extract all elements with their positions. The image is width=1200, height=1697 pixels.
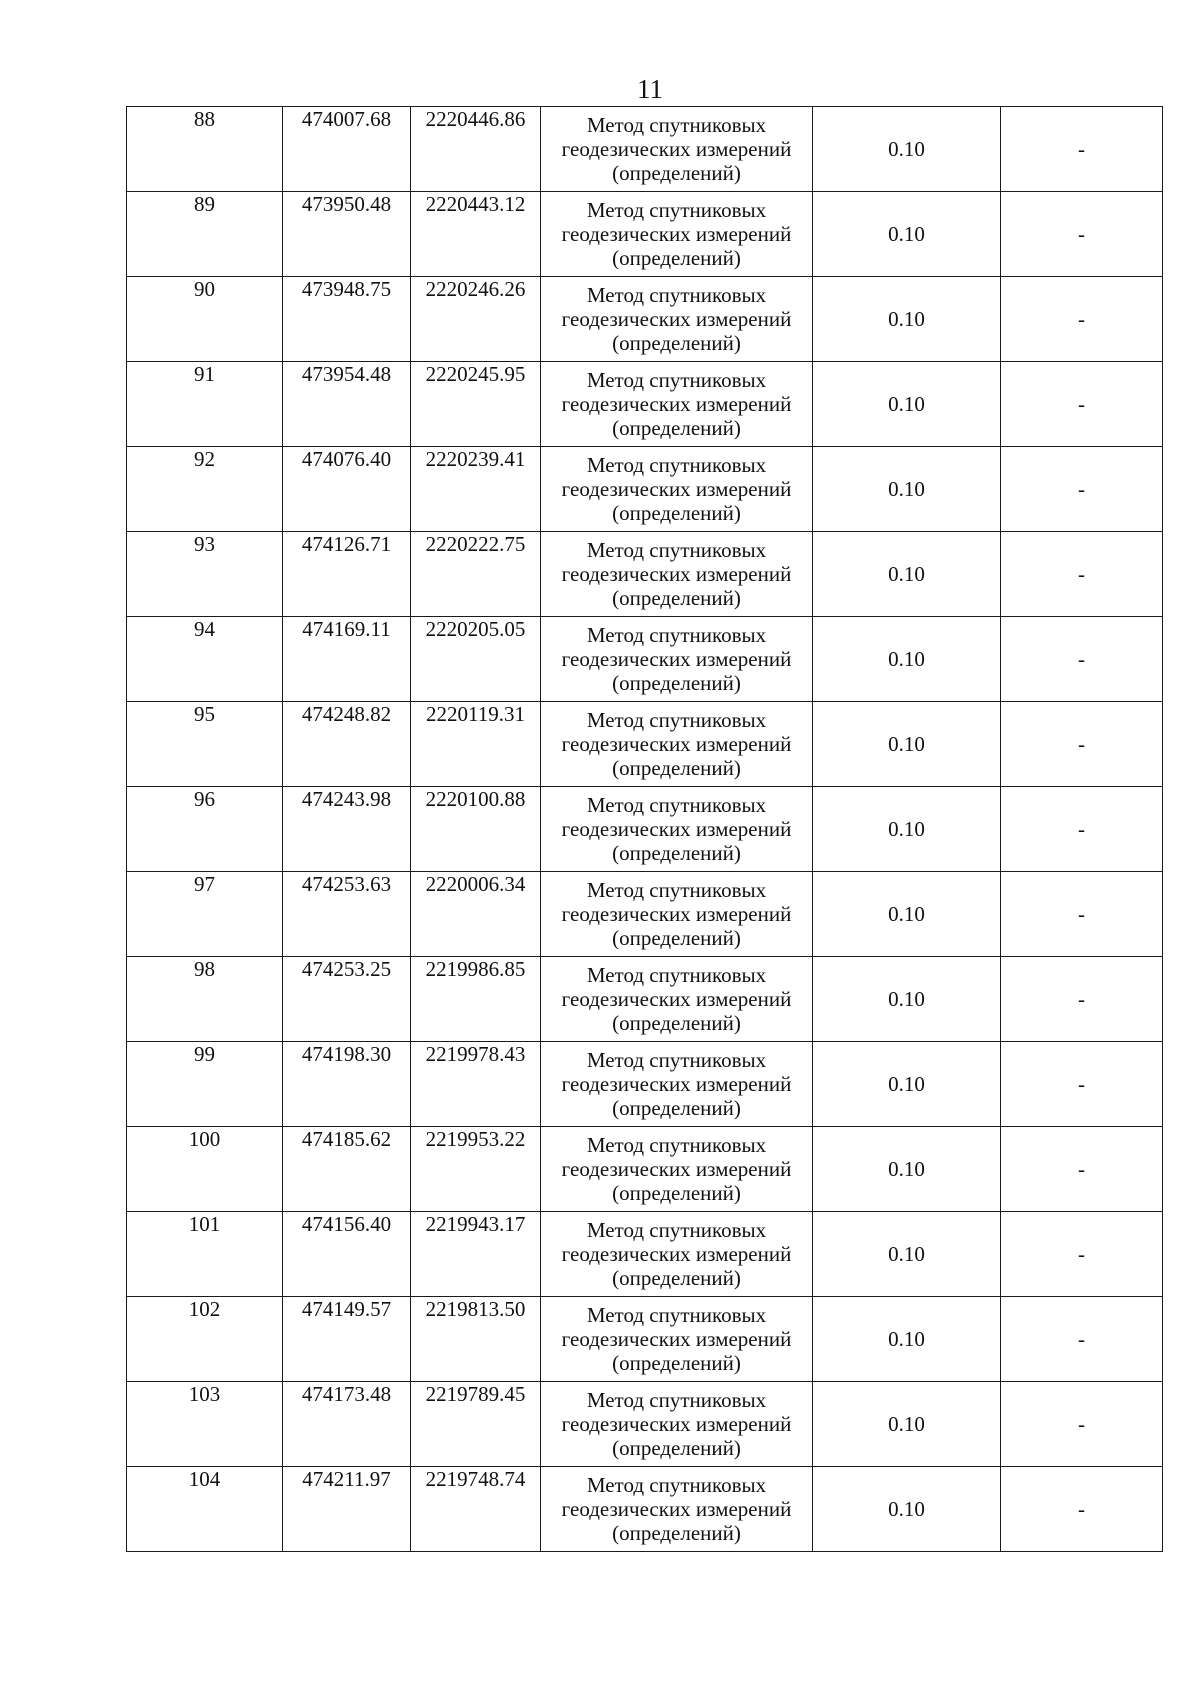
x-coordinate-cell: 474253.25 xyxy=(283,957,411,1042)
note-cell: - xyxy=(1001,192,1163,277)
y-coordinate-cell: 2219813.50 xyxy=(411,1297,541,1382)
accuracy-cell: 0.10 xyxy=(813,957,1001,1042)
note-cell: - xyxy=(1001,277,1163,362)
method-text-line: (определений) xyxy=(612,1181,741,1205)
method-text-line: Метод спутниковых xyxy=(586,1473,767,1497)
method-cell xyxy=(541,277,813,362)
table-row xyxy=(127,362,1163,447)
method-text-line: (определений) xyxy=(612,1351,741,1375)
method-text-line: Метод спутниковых xyxy=(586,963,767,987)
y-coordinate-cell: 2219789.45 xyxy=(411,1382,541,1467)
y-coordinate-cell: 2219986.85 xyxy=(411,957,541,1042)
x-coordinate-cell: 474149.57 xyxy=(283,1297,411,1382)
note-cell: - xyxy=(1001,1042,1163,1127)
table-row xyxy=(127,1212,1163,1297)
accuracy-cell: 0.10 xyxy=(813,872,1001,957)
point-number-cell: 104 xyxy=(127,1467,283,1552)
method-cell xyxy=(541,702,813,787)
method-cell xyxy=(541,1042,813,1127)
y-coordinate-cell: 2219748.74 xyxy=(411,1467,541,1552)
method-text-line: геодезических измерений xyxy=(561,1497,792,1521)
y-coordinate-cell: 2220119.31 xyxy=(411,702,541,787)
table-row xyxy=(127,1042,1163,1127)
table-row xyxy=(127,447,1163,532)
table-row xyxy=(127,702,1163,787)
accuracy-cell: 0.10 xyxy=(813,107,1001,192)
y-coordinate-cell: 2220100.88 xyxy=(411,787,541,872)
method-text-line: (определений) xyxy=(612,1521,741,1545)
point-number-cell: 98 xyxy=(127,957,283,1042)
method-text-line: геодезических измерений xyxy=(561,987,792,1011)
y-coordinate-cell: 2220222.75 xyxy=(411,532,541,617)
method-text-line: геодезических измерений xyxy=(561,477,792,501)
method-text-line: геодезических измерений xyxy=(561,647,792,671)
accuracy-cell: 0.10 xyxy=(813,362,1001,447)
accuracy-cell: 0.10 xyxy=(813,277,1001,362)
table-row xyxy=(127,1467,1163,1552)
y-coordinate-cell: 2220443.12 xyxy=(411,192,541,277)
method-text-line: (определений) xyxy=(612,246,741,270)
method-cell xyxy=(541,957,813,1042)
point-number-cell: 97 xyxy=(127,872,283,957)
table-row xyxy=(127,277,1163,362)
method-cell xyxy=(541,1297,813,1382)
x-coordinate-cell: 474126.71 xyxy=(283,532,411,617)
method-text-line: геодезических измерений xyxy=(561,732,792,756)
method-cell xyxy=(541,617,813,702)
method-text-line: Метод спутниковых xyxy=(586,1303,767,1327)
y-coordinate-cell: 2220205.05 xyxy=(411,617,541,702)
coordinates-table-container xyxy=(126,106,1162,1552)
method-text-line: Метод спутниковых xyxy=(586,623,767,647)
table-row xyxy=(127,1127,1163,1212)
point-number-cell: 100 xyxy=(127,1127,283,1212)
method-text-line: Метод спутниковых xyxy=(586,708,767,732)
y-coordinate-cell: 2220239.41 xyxy=(411,447,541,532)
accuracy-cell: 0.10 xyxy=(813,1467,1001,1552)
point-number-cell: 94 xyxy=(127,617,283,702)
method-cell xyxy=(541,107,813,192)
method-text-line: Метод спутниковых xyxy=(586,1388,767,1412)
accuracy-cell: 0.10 xyxy=(813,1042,1001,1127)
point-number-cell: 95 xyxy=(127,702,283,787)
table-row xyxy=(127,192,1163,277)
note-cell: - xyxy=(1001,872,1163,957)
point-number-cell: 90 xyxy=(127,277,283,362)
method-text-line: Метод спутниковых xyxy=(586,368,767,392)
note-cell: - xyxy=(1001,107,1163,192)
x-coordinate-cell: 473950.48 xyxy=(283,192,411,277)
table-row xyxy=(127,107,1163,192)
accuracy-cell: 0.10 xyxy=(813,192,1001,277)
method-text-line: (определений) xyxy=(612,501,741,525)
point-number-cell: 96 xyxy=(127,787,283,872)
method-text-line: геодезических измерений xyxy=(561,1412,792,1436)
coordinates-table xyxy=(126,106,1163,1552)
y-coordinate-cell: 2219978.43 xyxy=(411,1042,541,1127)
method-text-line: геодезических измерений xyxy=(561,1327,792,1351)
table-row xyxy=(127,617,1163,702)
y-coordinate-cell: 2219943.17 xyxy=(411,1212,541,1297)
point-number-cell: 93 xyxy=(127,532,283,617)
method-text-line: (определений) xyxy=(612,1011,741,1035)
x-coordinate-cell: 474173.48 xyxy=(283,1382,411,1467)
point-number-cell: 89 xyxy=(127,192,283,277)
method-text-line: (определений) xyxy=(612,1096,741,1120)
point-number-cell: 99 xyxy=(127,1042,283,1127)
y-coordinate-cell: 2220006.34 xyxy=(411,872,541,957)
note-cell: - xyxy=(1001,787,1163,872)
method-text-line: (определений) xyxy=(612,331,741,355)
method-cell xyxy=(541,362,813,447)
method-text-line: геодезических измерений xyxy=(561,1157,792,1181)
accuracy-cell: 0.10 xyxy=(813,1127,1001,1212)
method-cell xyxy=(541,872,813,957)
accuracy-cell: 0.10 xyxy=(813,447,1001,532)
x-coordinate-cell: 473948.75 xyxy=(283,277,411,362)
method-text-line: (определений) xyxy=(612,841,741,865)
table-row xyxy=(127,532,1163,617)
note-cell: - xyxy=(1001,957,1163,1042)
x-coordinate-cell: 474007.68 xyxy=(283,107,411,192)
note-cell: - xyxy=(1001,702,1163,787)
method-text-line: (определений) xyxy=(612,1266,741,1290)
method-text-line: геодезических измерений xyxy=(561,392,792,416)
y-coordinate-cell: 2220245.95 xyxy=(411,362,541,447)
table-row xyxy=(127,1382,1163,1467)
x-coordinate-cell: 474198.30 xyxy=(283,1042,411,1127)
y-coordinate-cell: 2219953.22 xyxy=(411,1127,541,1212)
x-coordinate-cell: 474243.98 xyxy=(283,787,411,872)
method-text-line: Метод спутниковых xyxy=(586,453,767,477)
point-number-cell: 102 xyxy=(127,1297,283,1382)
table-row xyxy=(127,1297,1163,1382)
table-body xyxy=(127,107,1163,1552)
accuracy-cell: 0.10 xyxy=(813,617,1001,702)
accuracy-cell: 0.10 xyxy=(813,532,1001,617)
x-coordinate-cell: 474156.40 xyxy=(283,1212,411,1297)
x-coordinate-cell: 473954.48 xyxy=(283,362,411,447)
table-row xyxy=(127,957,1163,1042)
method-text-line: геодезических измерений xyxy=(561,817,792,841)
y-coordinate-cell: 2220446.86 xyxy=(411,107,541,192)
x-coordinate-cell: 474253.63 xyxy=(283,872,411,957)
method-cell xyxy=(541,1467,813,1552)
y-coordinate-cell: 2220246.26 xyxy=(411,277,541,362)
method-text-line: (определений) xyxy=(612,756,741,780)
method-text-line: геодезических измерений xyxy=(561,562,792,586)
point-number-cell: 88 xyxy=(127,107,283,192)
method-cell xyxy=(541,532,813,617)
method-cell xyxy=(541,787,813,872)
note-cell: - xyxy=(1001,362,1163,447)
method-text-line: Метод спутниковых xyxy=(586,793,767,817)
method-text-line: (определений) xyxy=(612,671,741,695)
method-cell xyxy=(541,192,813,277)
method-text-line: Метод спутниковых xyxy=(586,1048,767,1072)
accuracy-cell: 0.10 xyxy=(813,1212,1001,1297)
x-coordinate-cell: 474169.11 xyxy=(283,617,411,702)
accuracy-cell: 0.10 xyxy=(813,787,1001,872)
method-text-line: Метод спутниковых xyxy=(586,1218,767,1242)
accuracy-cell: 0.10 xyxy=(813,1382,1001,1467)
method-text-line: геодезических измерений xyxy=(561,1242,792,1266)
method-cell xyxy=(541,1212,813,1297)
note-cell: - xyxy=(1001,1212,1163,1297)
method-text-line: Метод спутниковых xyxy=(586,198,767,222)
x-coordinate-cell: 474185.62 xyxy=(283,1127,411,1212)
note-cell: - xyxy=(1001,617,1163,702)
point-number-cell: 103 xyxy=(127,1382,283,1467)
note-cell: - xyxy=(1001,1467,1163,1552)
note-cell: - xyxy=(1001,1382,1163,1467)
method-cell xyxy=(541,1127,813,1212)
x-coordinate-cell: 474076.40 xyxy=(283,447,411,532)
x-coordinate-cell: 474248.82 xyxy=(283,702,411,787)
note-cell: - xyxy=(1001,447,1163,532)
method-cell xyxy=(541,447,813,532)
accuracy-cell: 0.10 xyxy=(813,1297,1001,1382)
method-text-line: (определений) xyxy=(612,1436,741,1460)
note-cell: - xyxy=(1001,1297,1163,1382)
table-row xyxy=(127,787,1163,872)
point-number-cell: 92 xyxy=(127,447,283,532)
method-text-line: (определений) xyxy=(612,586,741,610)
method-text-line: геодезических измерений xyxy=(561,307,792,331)
note-cell: - xyxy=(1001,1127,1163,1212)
method-text-line: геодезических измерений xyxy=(561,1072,792,1096)
note-cell: - xyxy=(1001,532,1163,617)
page-number: 11 xyxy=(637,74,663,104)
method-text-line: (определений) xyxy=(612,926,741,950)
x-coordinate-cell: 474211.97 xyxy=(283,1467,411,1552)
method-text-line: (определений) xyxy=(612,416,741,440)
method-text-line: Метод спутниковых xyxy=(586,538,767,562)
method-text-line: геодезических измерений xyxy=(561,902,792,926)
method-text-line: Метод спутниковых xyxy=(586,283,767,307)
method-text-line: геодезических измерений xyxy=(561,137,792,161)
method-cell xyxy=(541,1382,813,1467)
method-text-line: (определений) xyxy=(612,161,741,185)
method-text-line: Метод спутниковых xyxy=(586,878,767,902)
accuracy-cell: 0.10 xyxy=(813,702,1001,787)
point-number-cell: 101 xyxy=(127,1212,283,1297)
table-row xyxy=(127,872,1163,957)
method-text-line: Метод спутниковых xyxy=(586,1133,767,1157)
method-text-line: геодезических измерений xyxy=(561,222,792,246)
point-number-cell: 91 xyxy=(127,362,283,447)
method-text-line: Метод спутниковых xyxy=(586,113,767,137)
